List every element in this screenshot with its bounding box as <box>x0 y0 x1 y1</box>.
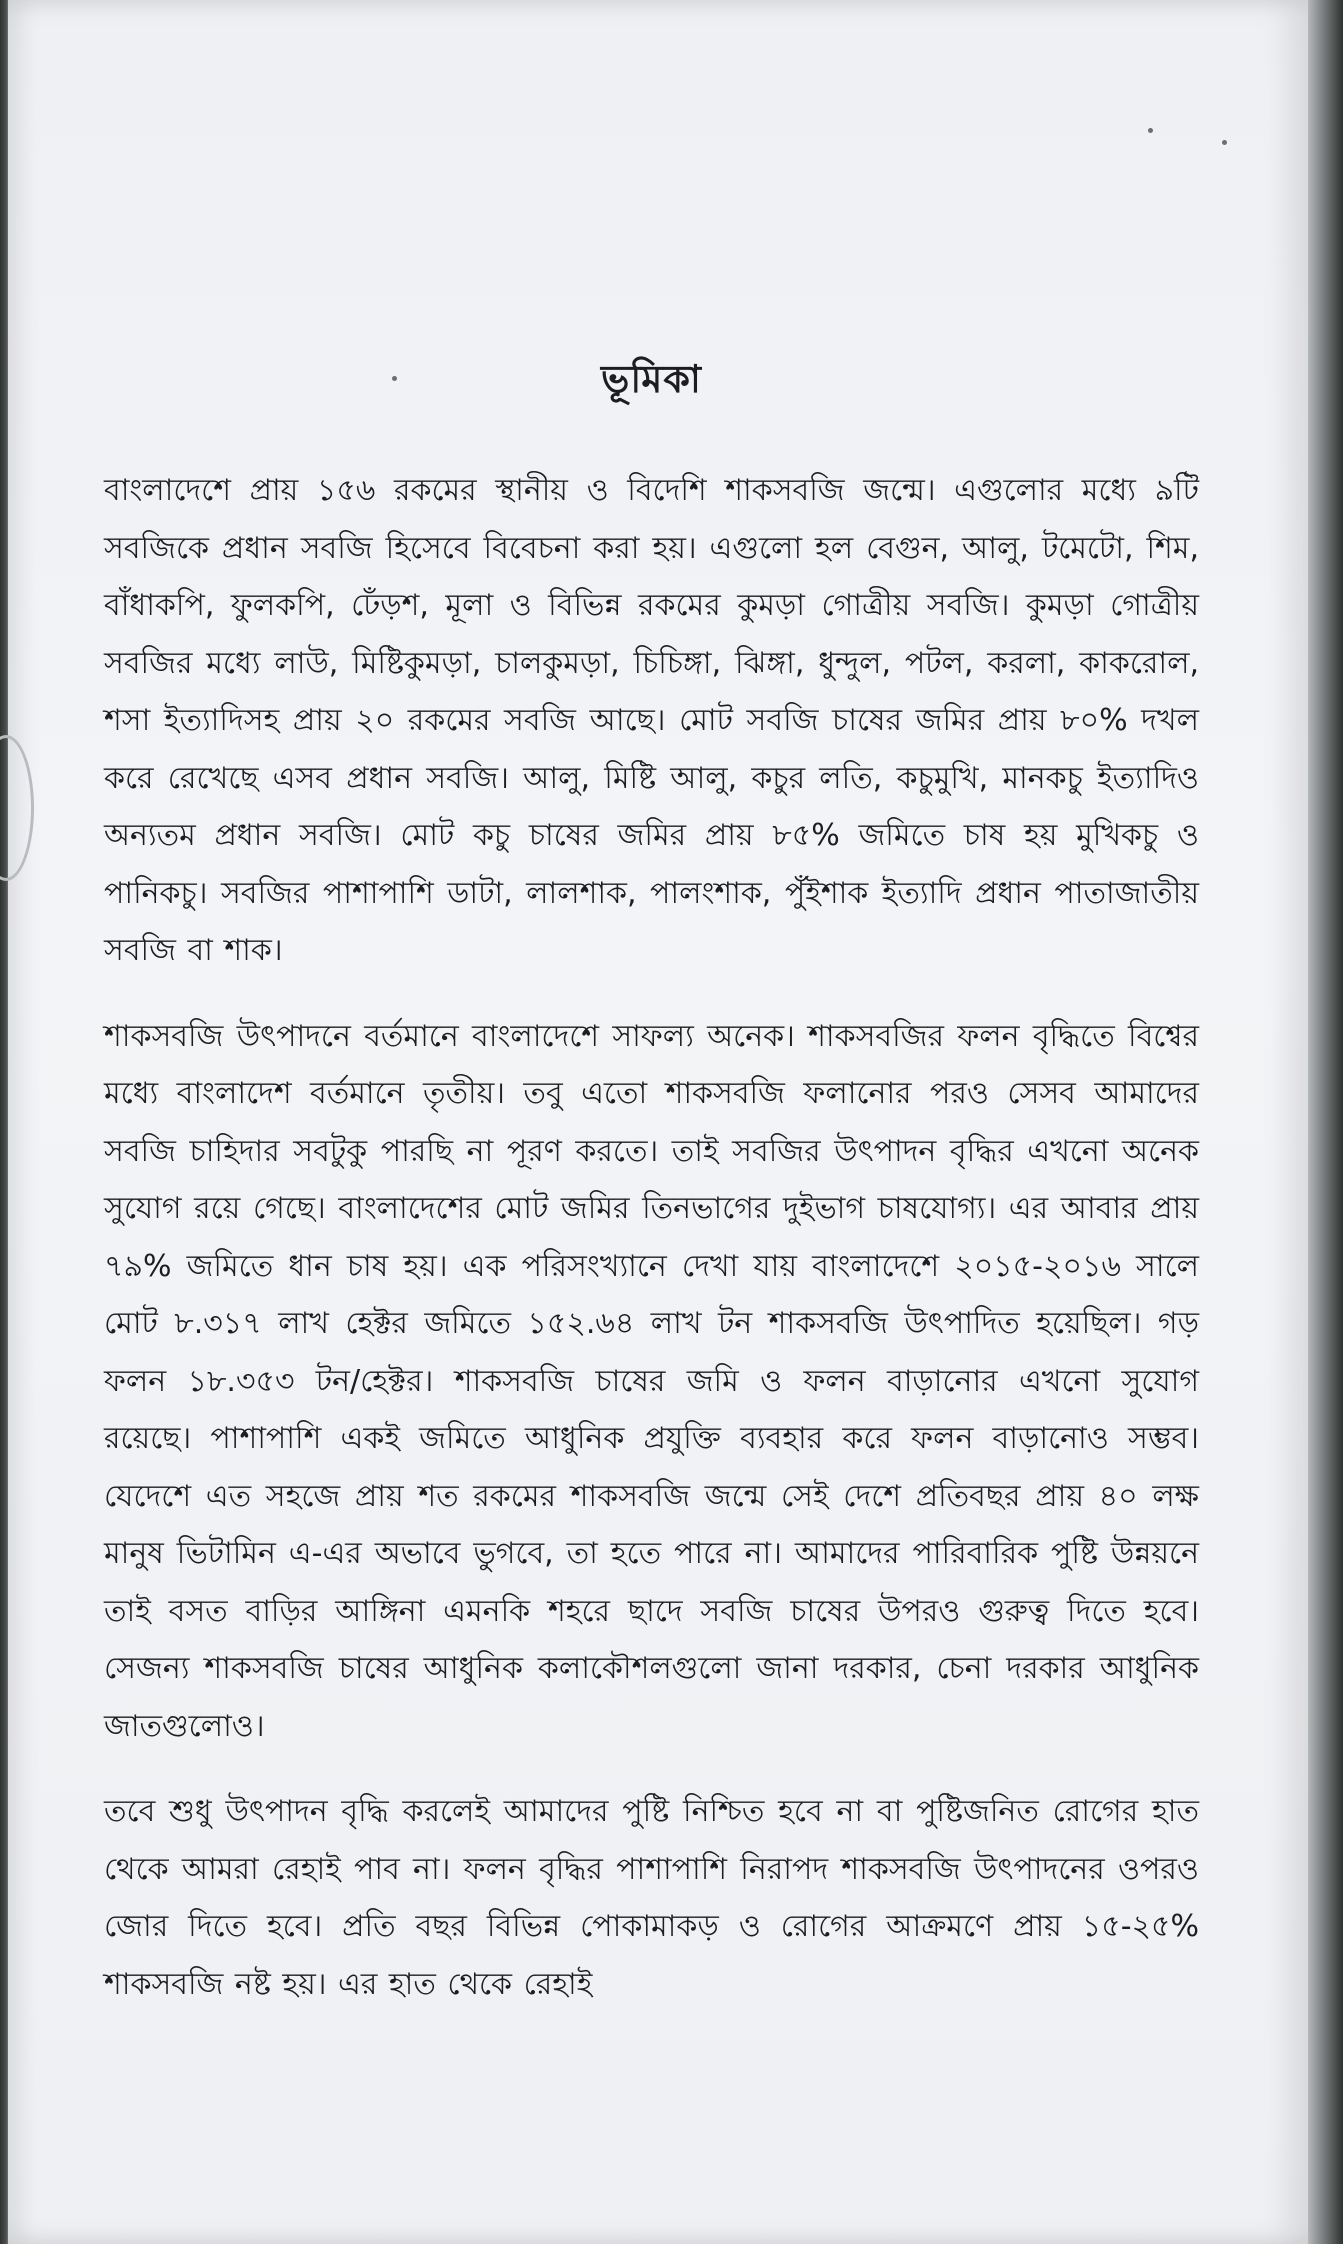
page-content <box>104 350 1199 2041</box>
page-title: ভূমিকা <box>601 357 702 401</box>
paragraph-1: বাংলাদেশে প্রায় ১৫৬ রকমের স্থানীয় ও বিদেশি শাকসবজি জন্মে। এগুলোর মধ্যে ৯টি সবজিকে প্রধান সবজি হিসেবে বিবেচনা করা হয়। এগুলো হল বেগুন, আলু, টমেটো, শিম, বাঁধাকপি, ফুলকপি, ঢেঁড়শ, মূলা ও বিভিন্ন রকমের কুমড়া গোত্রীয় সবজি। কুমড়া গোত্রীয় সবজির মধ্যে লাউ, মিষ্টিকুমড়া, চালকুমড়া, চিচিঙ্গা, ঝিঙ্গা, ধুন্দুল, পটল, করলা, কাকরোল, শসা ইত্যাদিসহ প্রায় ২০ রকমের সবজি আছে। মোট সবজি চাষের জমির প্রায় ৮০% দখল করে রেখেছে এসব প্রধান সবজি। আলু, মিষ্টি আলু, কচুর লতি, কচুমুখি, মানকচু ইত্যাদিও অন্যতম প্রধান সবজি। মোট কচু চাষের জমির প্রায় ৮৫% জমিতে চাষ হয় মুখিকচু ও পানিকচু। সবজির পাশাপাশি ডাটা, লালশাক, পালংশাক, পুঁইশাক ইত্যাদি প্রধান পাতাজাতীয় সবজি বা শাক। <box>104 473 1199 968</box>
page-speck <box>1148 128 1153 133</box>
paragraph-3: তবে শুধু উৎপাদন বৃদ্ধি করলেই আমাদের পুষ্টি নিশ্চিত হবে না বা পুষ্টিজনিত রোগের হাত থেকে আমরা রেহাই পাব না। ফলন বৃদ্ধির পাশাপাশি নিরাপদ শাকসবজি উৎপাদনের ওপরও জোর দিতে হবে। প্রতি বছর বিভিন্ন পোকামাকড় ও রোগের আক্রমণে প্রায় ১৫-২৫% শাকসবজি নষ্ট হয়। এর হাত থেকে রেহাই <box>104 1794 1199 2002</box>
page-speck <box>1222 140 1227 145</box>
paragraph-2: শাকসবজি উৎপাদনে বর্তমানে বাংলাদেশে সাফল্য অনেক। শাকসবজির ফলন বৃদ্ধিতে বিশ্বের মধ্যে বাংলাদেশ বর্তমানে তৃতীয়। তবু এতো শাকসবজি ফলানোর পরও সেসব আমাদের সবজি চাহিদার সবটুকু পারছি না পূরণ করতে। তাই সবজির উৎপাদন বৃদ্ধির এখনো অনেক সুযোগ রয়ে গেছে। বাংলাদেশের মোট জমির তিনভাগের দুইভাগ চাষযোগ্য। এর আবার প্রায় ৭৯% জমিতে ধান চাষ হয়। এক পরিসংখ্যানে দেখা যায় বাংলাদেশে ২০১৫-২০১৬ সালে মোট ৮.৩১৭ লাখ হেক্টর জমিতে ১৫২.৬৪ লাখ টন শাকসবজি উৎপাদিত হয়েছিল। গড় ফলন ১৮.৩৫৩ টন/হেক্টর। শাকসবজি চাষের জমি ও ফলন বাড়ানোর এখনো সুযোগ রয়েছে। পাশাপাশি একই জমিতে আধুনিক প্রযুক্তি ব্যবহার করে ফলন বাড়ানোও সম্ভব। যেদেশে এত সহজে প্রায় শত রকমের শাকসবজি জন্মে সেই দেশে প্রতিবছর প্রায় ৪০ লক্ষ মানুষ ভিটামিন এ-এর অভাবে ভুগবে, তা হতে পারে না। আমাদের পারিবারিক পুষ্টি উন্নয়নে তাই বসত বাড়ির আঙ্গিনা এমনকি শহরে ছাদে সবজি চাষের উপরও গুরুত্ব দিতে হবে। সেজন্য শাকসবজি চাষের আধুনিক কলাকৌশলগুলো জানা দরকার, চেনা দরকার আধুনিক জাতগুলোও। <box>104 1018 1199 1744</box>
binding-ring <box>0 735 34 881</box>
book-page <box>8 0 1308 2244</box>
